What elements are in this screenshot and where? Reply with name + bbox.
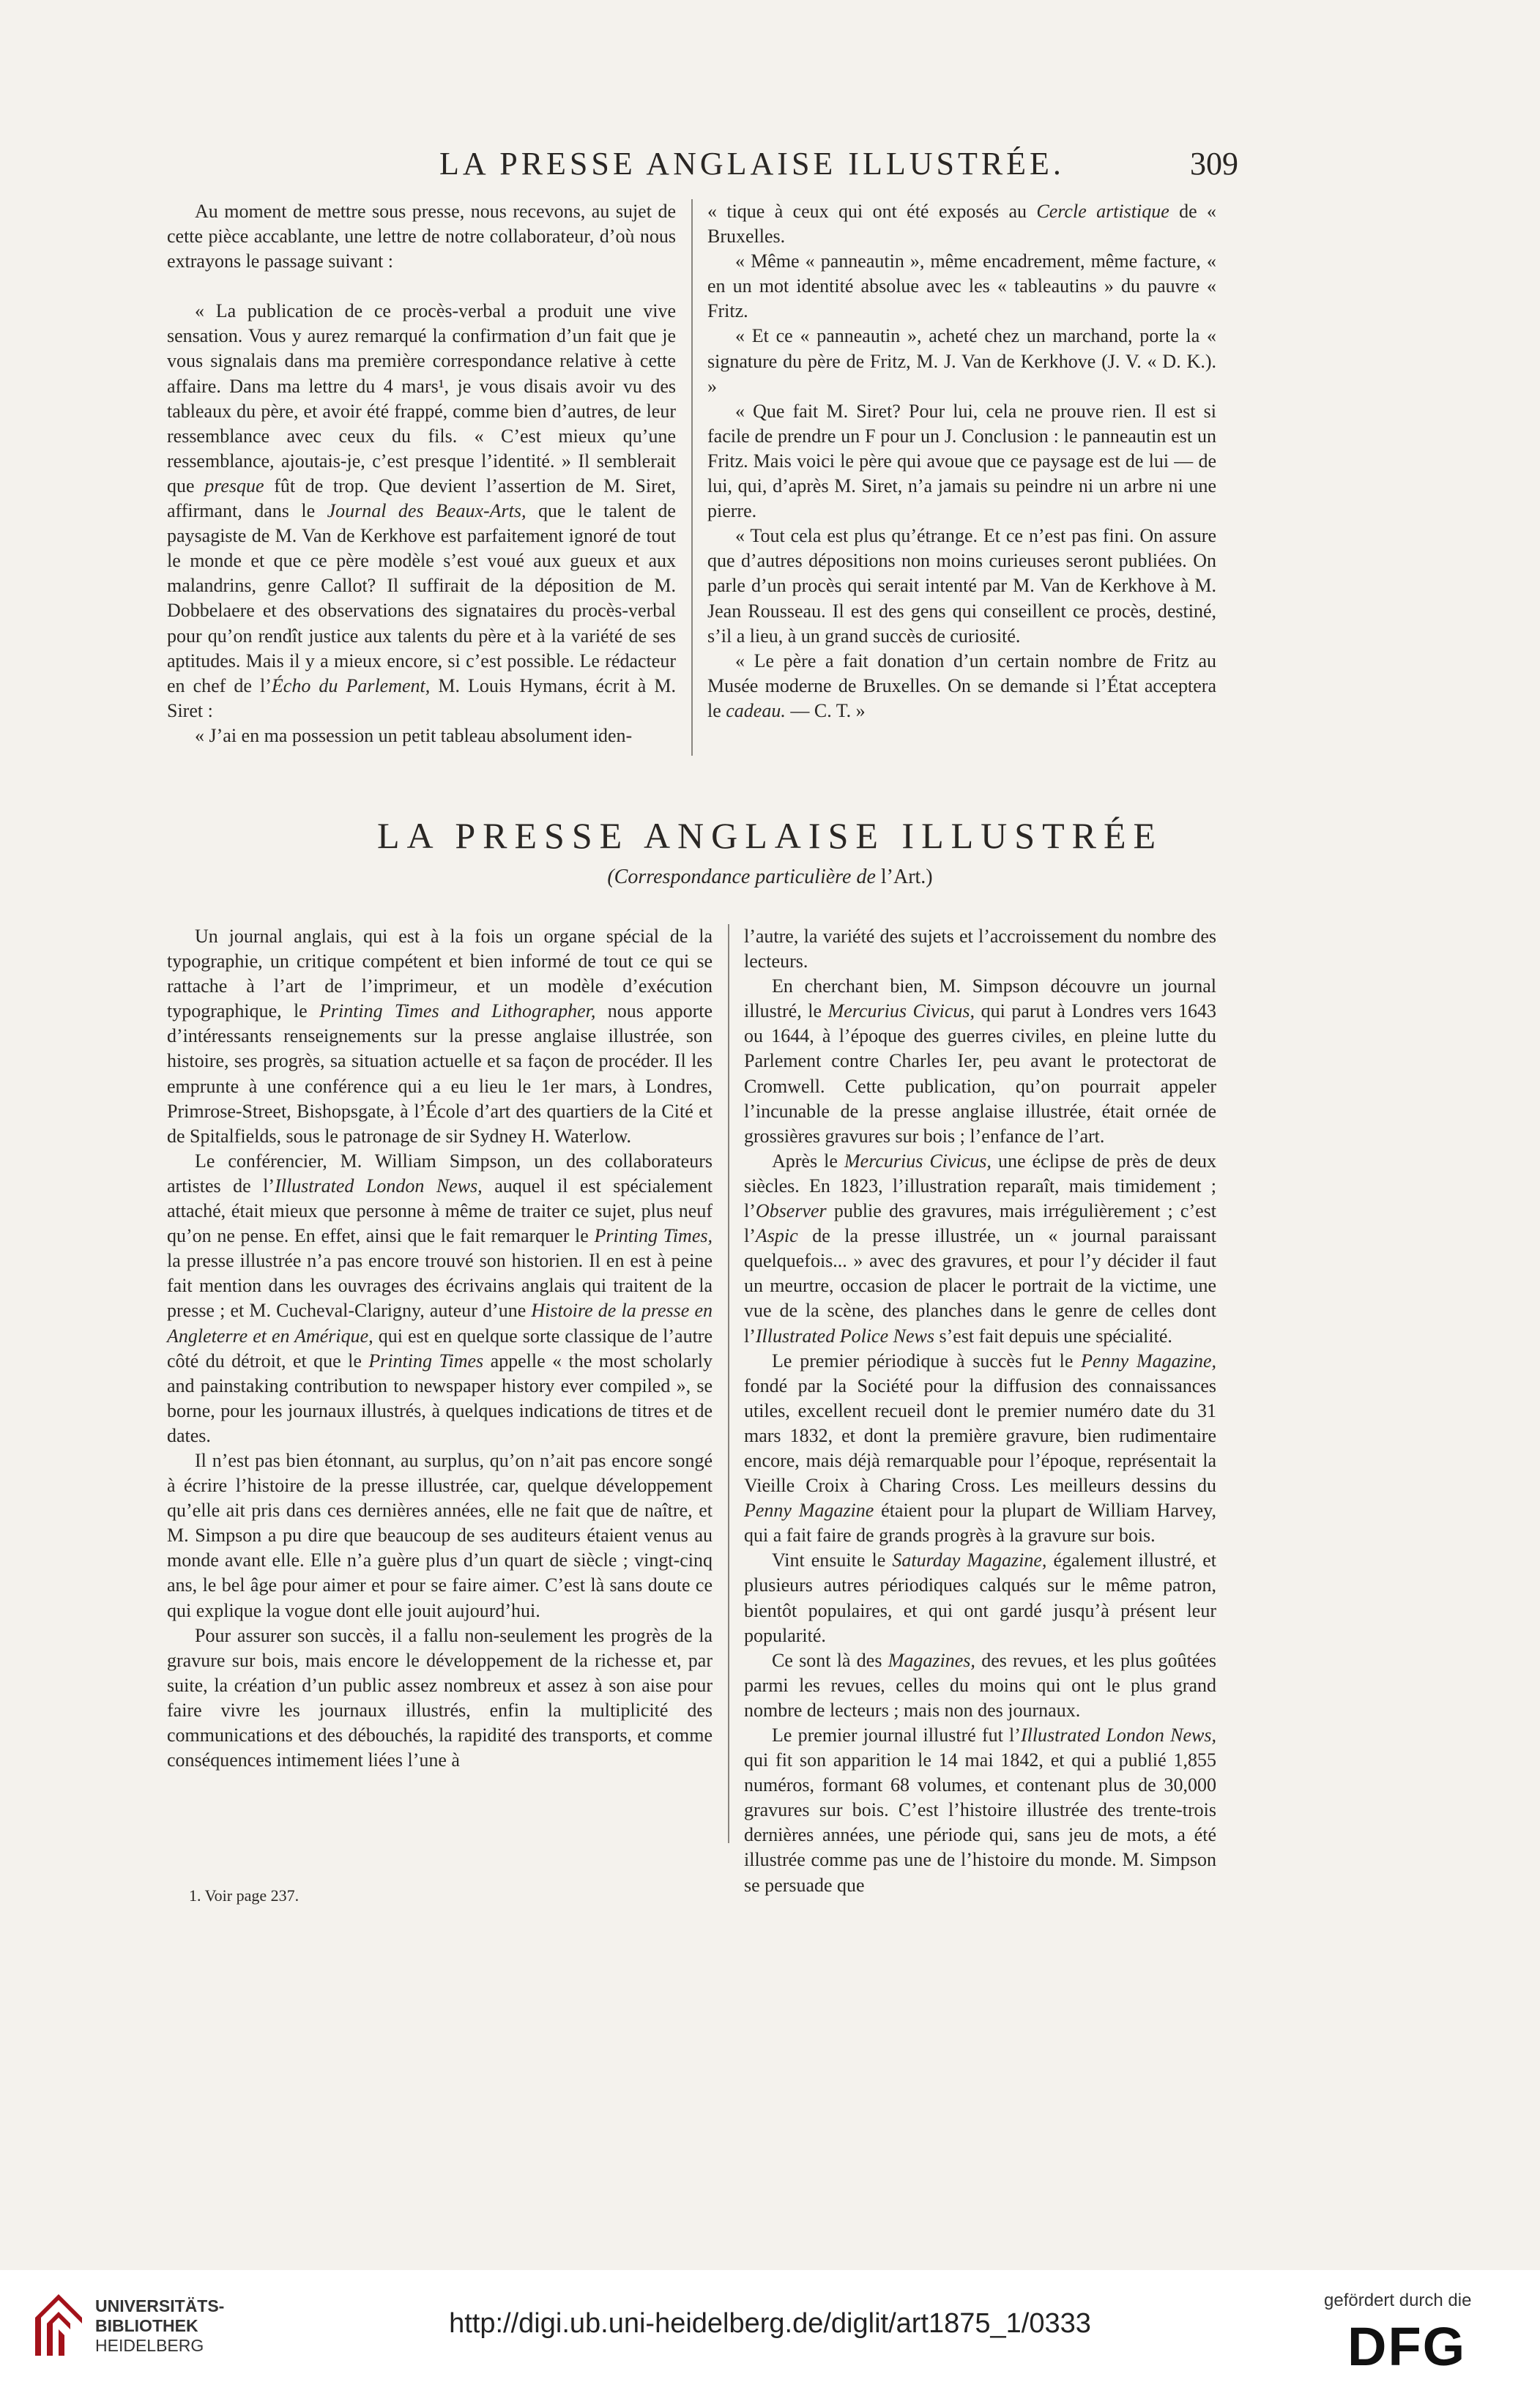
italic-term: Saturday Magazine, [892,1549,1047,1571]
paragraph: « Le père a fait donation d’un certain nombre de Fritz au Musée moderne de Bruxelles. On se demande si l’État acceptera le cadeau. — C. T. » [707,650,1216,721]
italic-term: Printing Times, [594,1225,713,1247]
paragraph: « J’ai en ma possession un petit tableau absolument iden- [195,724,633,746]
paragraph: « Même « panneautin », même encadrement, même facture, « en un mot identité absolue avec les « tableautins » du pauvre « Fritz. [707,250,1216,322]
italic-term: Journal des Beaux-Arts, [327,500,527,522]
italic-term: Aspic [755,1225,798,1247]
paragraph: « Et ce « panneautin », acheté chez un marchand, porte la « signature du père de Fritz, M. J. Van de Kerkhove (J. V. « D. K.). » [707,325,1216,397]
italic-term: Histoire de la presse en Angleterre et en Amérique, [167,1300,713,1347]
paragraph: Le conférencier, M. William Simpson, un des collaborateurs artistes de l’Illustrated London News, auquel il est spécialement attaché, était mieux que personne à même de traiter ce sujet, plus neuf qu’on ne pense. En effet, ainsi que le fait remarquer le Printing Times, la presse illustrée n’a pas encore trouvé son historien. Il en est à peine fait mention dans les ouvrages des écrivains anglais qui traitent de la presse ; et M. Cucheval-Clarigny, auteur d’une Histoire de la presse en Angleterre et en Amérique, qui est en quelque sorte classique de l’autre côté du détroit, et que le Printing Times appelle « the most scholarly and painstaking contribution to newspaper history ever compiled », se borne, pour les journaux illustrés, à quelques indications de titres et de dates. [167,1150,713,1446]
paragraph: « La publication de ce procès-verbal a produit une vive sensation. Vous y aurez remarqué la confirmation d’un fait que je vous signalais dans ma première correspondance relative à cette affaire. Dans ma lettre du 4 mars¹, je vous disais avoir vu des tableaux du père, et avoir été frappé, comme bien d’autres, de leur ressemblance avec ceux du fils. « C’est mieux qu’une ressemblance, ajoutais-je, c’est presque l’identité. » Il semblerait que presque fût de trop. Que devient l’assertion de M. Siret, affirmant, dans le Journal des Beaux-Arts, que le talent de paysagiste de M. Van de Kerkhove est parfaitement ignoré de tout le monde et que ce père modèle s’est voué aux gueux et aux malandrins, genre Callot? Il suffirait de la déposition de M. Dobbelaere et des observations des signataires du procès-verbal pour qu’on rendît justice aux talents du père et à la variété de ses aptitudes. Mais il y a mieux encore, si c’est possible. Le rédacteur en chef de l’Écho du Parlement, M. Louis Hymans, écrit à M. Siret : [167,300,677,721]
italic-term: Écho du Parlement, [271,674,431,696]
dfg-logo: DFG [1347,2316,1467,2377]
italic-term: Penny Magazine, [1081,1350,1216,1372]
paragraph: « Tout cela est plus qu’étrange. Et ce n’est pas fini. On assure que d’autres dépositions non moins curieuses seront publiées. On parle d’un procès qui serait intenté par M. Van de Kerkhove à M. Jean Rousseau. Il est des gens qui conseillent ce procès, destiné, s’il a lieu, à un grand succès de curiosité. [707,525,1216,647]
italic-term: Illustrated London News, [275,1175,483,1197]
paragraph: Pour assurer son succès, il a fallu non-seulement les progrès de la gravure sur bois, mais encore le développement de la richesse et, par suite, la création d’un public assez nombreux et assez à son aise pour faire vivre les journaux illustrés, enfin la multiplicité des communications et des débouchés, la rapidité des transports, et comme conséquences intimement liées l’une à [167,1624,713,1771]
running-title: LA PRESSE ANGLAISE ILLUSTRÉE. [439,146,1065,182]
paragraph: l’autre, la variété des sujets et l’accroissement du nombre des lecteurs. [744,926,1216,972]
footer-bar [0,2270,1540,2385]
funding-label: gefördert durch die [1324,2291,1472,2310]
paragraph: Il n’est pas bien étonnant, au surplus, qu’on n’ait pas encore songé à écrire l’histoire de la presse illustrée, car, quelque développement qu’elle ait pris dans ces dernières années, elle ne fait que de naître, et M. Simpson a pu dire que beaucoup de ses auditeurs étaient venus au monde avant elle. Elle n’a guère plus d’un quart de siècle ; vingt-cinq ans, le bel âge pour aimer et pour se faire aimer. C’est là sans doute ce qui explique la vogue dont elle jouit aujourd’hui. [167,1449,713,1621]
italic-term: Illustrated London News, [1020,1724,1216,1746]
source-url-link[interactable]: http://digi.ub.uni-heidelberg.de/diglit/art1875_1/0333 [449,2308,1091,2339]
paragraph: Après le Mercurius Civicus, une éclipse de près de deux siècles. En 1823, l’illustration reparaît, mais timidement ; l’Observer publie des gravures, mais irrégulièrement ; c’est l’Aspic de la presse illustrée, un « journal paraissant quelquefois... » avec des gravures, et pour l’y décider il faut un meurtre, occasion de placer le portrait de la victime, une vue de la scène, des planches dans le genre de celles dont l’Illustrated Police News s’est fait depuis une spécialité. [744,1150,1217,1347]
top-left-column [167,199,676,748]
article-subtitle: (Correspondance particulière de l’Art.) [607,866,933,888]
bottom-right-column [744,924,1216,1898]
italic-term: Cercle artistique [1036,201,1169,222]
italic-term: Mercurius Civicus, [844,1150,992,1172]
italic-term: Penny Magazine [744,1500,874,1522]
article-title: LA PRESSE ANGLAISE ILLUSTRÉE [376,815,1164,856]
paragraph: Un journal anglais, qui est à la fois un organe spécial de la typographie, un critique compétent et bien informé de tout ce qui se rattache à l’art de l’imprimeur, et un modèle d’exécution typographique, le Printing Times and Lithographer, nous apporte d’intéressants renseignements sur la presse anglaise illustrée, son histoire, ses progrès, sa situation actuelle et sa façon de procéder. Il les emprunte à une conférence qui a eu lieu le 1er mars, à Londres, Primrose-Street, Bishopsgate, à l’École d’art des quartiers de la Cité et de Spitalfields, sous le patronage de sir Sydney H. Waterlow. [167,926,713,1147]
italic-term: Illustrated Police News [755,1325,934,1347]
paragraph: Le premier journal illustré fut l’Illustrated London News, qui fit son apparition le 14 mai 1842, et qui a publié 1,855 numéros, formant 68 volumes, et contenant plus de 30,000 gravures sur bois. C’est l’histoire illustrée des trente-trois dernières années, une période qui, sans jeu de mots, a été illustrée comme pas une de l’histoire du monde. M. Simpson se persuade que [744,1724,1216,1896]
bottom-left-column [167,924,713,1773]
paragraph: Ce sont là des Magazines, des revues, et les plus goûtées parmi les revues, celles du moins qui ont le plus grand nombre de lecteurs ; mais non des journaux. [744,1649,1216,1721]
italic-term: cadeau. [726,699,786,721]
paragraph: « tique à ceux qui ont été exposés au Cercle artistique de « Bruxelles. [707,201,1217,248]
italic-term: Printing Times [368,1350,484,1372]
running-head [0,145,1540,189]
paragraph: En cherchant bien, M. Simpson découvre un journal illustré, le Mercurius Civicus, qui parut à Londres vers 1643 ou 1644, à l’époque des guerres civiles, en pleine lutte du Parlement contre Charles Ier, peu avant le protectorat de Cromwell. Cette publication, qu’on pourrait appeler l’incunable de la presse anglaise illustrée, était ornée de grossières gravures sur bois ; l’enfance de l’art. [744,975,1217,1147]
italic-term: presque [204,475,264,496]
library-name: UNIVERSITÄTS- BIBLIOTHEK HEIDELBERG [95,2296,225,2355]
column-divider-top [691,199,693,756]
paragraph: Au moment de mettre sous presse, nous recevons, au sujet de cette pièce accablante, une lettre de notre collaborateur, d’où nous extrayons le passage suivant : [167,201,676,272]
paragraph: Vint ensuite le Saturday Magazine, également illustré, et plusieurs autres périodiques calqués sur le même patron, bientôt populaires, et qui ont gardé jusqu’à présent leur popularité. [744,1549,1217,1646]
column-divider-bottom [728,924,729,1843]
italic-term: Observer [755,1200,827,1222]
italic-term: Mercurius Civicus, [827,1000,975,1022]
italic-term: Magazines, [888,1649,975,1671]
paragraph: Le premier périodique à succès fut le Penny Magazine, fondé par la Société pour la diffusion des connaissances utiles, excellent recueil dont le premier numéro date du 31 mars 1832, et dont la première gravure, bien rudimentaire encore, mais déjà remarquable pour l’époque, représentait la Vieille Croix à Charing Cross. Les meilleurs dessins du Penny Magazine étaient pour la plupart de William Harvey, qui a fait faire de grands progrès à la gravure sur bois. [744,1350,1216,1547]
paragraph: « Que fait M. Siret? Pour lui, cela ne prouve rien. Il est si facile de prendre un F pour un J. Conclusion : le panneautin est un Fritz. Mais voici le père qui avoue que ce paysage est de lui — de lui, qui, d’après M. Siret, n’a jamais su peindre ni un arbre ni une pierre. [707,400,1216,522]
page-number: 309 [1190,146,1238,182]
top-right-column [707,199,1216,723]
italic-term: Printing Times and Lithographer, [319,1000,596,1022]
footnote: 1. Voir page 237. [189,1886,300,1905]
